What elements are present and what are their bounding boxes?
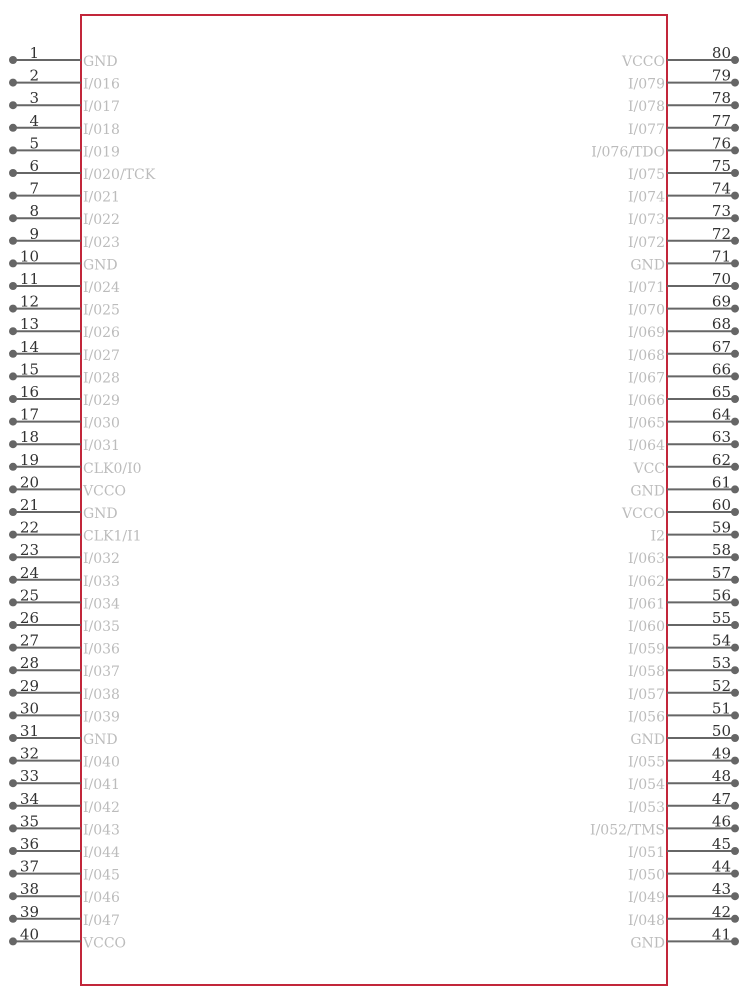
pin-40 bbox=[9, 925, 126, 951]
pin-number: 36 bbox=[19, 835, 39, 853]
pin-name: I/021 bbox=[83, 189, 120, 206]
pin-terminal[interactable] bbox=[9, 259, 17, 267]
pin-terminal[interactable] bbox=[731, 779, 739, 787]
pin-name: I/053 bbox=[628, 799, 665, 816]
pin-number: 42 bbox=[711, 902, 731, 921]
pin-number: 50 bbox=[711, 722, 731, 740]
pin-terminal[interactable] bbox=[9, 101, 17, 109]
pin-terminal[interactable] bbox=[9, 598, 17, 606]
pin-name: I/077 bbox=[628, 121, 665, 138]
pin-name: I/065 bbox=[628, 415, 665, 432]
pin-name: I/076/TDO bbox=[591, 144, 665, 161]
pin-terminal[interactable] bbox=[731, 802, 739, 810]
pin-number: 69 bbox=[711, 292, 731, 311]
pin-terminal[interactable] bbox=[9, 937, 17, 945]
pin-name: I/016 bbox=[83, 76, 120, 93]
pin-terminal[interactable] bbox=[9, 146, 17, 154]
pin-number: 33 bbox=[19, 767, 39, 786]
pin-terminal[interactable] bbox=[9, 463, 17, 471]
pin-number: 20 bbox=[19, 473, 39, 492]
pin-name: VCCO bbox=[83, 935, 127, 952]
pin-number: 12 bbox=[19, 292, 39, 311]
pin-name: I/044 bbox=[83, 845, 120, 861]
pin-name: I/019 bbox=[83, 144, 120, 161]
pin-terminal[interactable] bbox=[9, 508, 17, 516]
pin-terminal[interactable] bbox=[731, 237, 739, 245]
pin-number: 80 bbox=[711, 44, 731, 62]
pin-name: GND bbox=[630, 732, 665, 748]
pin-number: 52 bbox=[711, 676, 731, 695]
pin-terminal[interactable] bbox=[731, 327, 739, 335]
pin-name: GND bbox=[630, 257, 665, 274]
pin-number: 47 bbox=[711, 789, 731, 808]
pin-terminal[interactable] bbox=[731, 576, 739, 584]
pin-name: I/026 bbox=[83, 325, 120, 342]
pin-number: 24 bbox=[19, 563, 39, 582]
pin-terminal[interactable] bbox=[9, 305, 17, 313]
pin-number: 30 bbox=[19, 699, 39, 718]
pin-name: I2 bbox=[650, 528, 665, 545]
pin-terminal[interactable] bbox=[9, 757, 17, 765]
pin-name: I/024 bbox=[83, 280, 120, 296]
pin-name: I/043 bbox=[83, 822, 120, 839]
pin-number: 68 bbox=[711, 315, 731, 334]
pin-terminal[interactable] bbox=[731, 711, 739, 719]
pin-name: GND bbox=[83, 732, 118, 748]
pin-name: I/079 bbox=[628, 76, 665, 93]
pin-name: I/067 bbox=[628, 370, 665, 387]
pin-terminal[interactable] bbox=[731, 847, 739, 855]
pin-number: 58 bbox=[711, 541, 731, 560]
pin-number: 44 bbox=[711, 857, 731, 876]
pin-terminal[interactable] bbox=[9, 395, 17, 403]
pin-name: GND bbox=[83, 257, 118, 274]
pin-terminal[interactable] bbox=[731, 192, 739, 200]
pin-number: 18 bbox=[19, 428, 39, 447]
pin-terminal[interactable] bbox=[731, 757, 739, 765]
pin-name: I/062 bbox=[628, 573, 665, 590]
pin-terminal[interactable] bbox=[9, 689, 17, 697]
pin-terminal[interactable] bbox=[9, 327, 17, 335]
pin-number: 62 bbox=[711, 450, 731, 469]
pin-name: I/066 bbox=[628, 393, 665, 409]
pin-name: I/033 bbox=[83, 573, 120, 590]
pin-number: 15 bbox=[19, 360, 39, 379]
pin-name: I/022 bbox=[83, 212, 120, 229]
pin-number: 79 bbox=[711, 66, 731, 85]
pin-name: I/061 bbox=[628, 596, 665, 613]
pin-number: 29 bbox=[19, 676, 39, 695]
pin-terminal[interactable] bbox=[731, 870, 739, 878]
pin-name: I/064 bbox=[628, 438, 665, 455]
pin-number: 71 bbox=[711, 247, 731, 266]
pin-number: 59 bbox=[711, 518, 731, 537]
pin-name: I/055 bbox=[628, 754, 665, 771]
pin-number: 9 bbox=[29, 224, 39, 243]
pin-number: 14 bbox=[19, 337, 39, 356]
pin-name: I/023 bbox=[83, 234, 120, 251]
pin-terminal[interactable] bbox=[731, 124, 739, 132]
pin-terminal[interactable] bbox=[9, 124, 17, 132]
pin-name: I/071 bbox=[628, 280, 665, 296]
pin-number: 70 bbox=[711, 270, 731, 288]
pin-terminal[interactable] bbox=[731, 418, 739, 426]
pin-terminal[interactable] bbox=[9, 237, 17, 245]
pin-number: 73 bbox=[711, 202, 731, 221]
pin-terminal[interactable] bbox=[731, 463, 739, 471]
pin-name: I/068 bbox=[628, 347, 665, 364]
pin-name: I/059 bbox=[628, 641, 665, 658]
pin-1 bbox=[9, 44, 118, 70]
pin-terminal[interactable] bbox=[731, 372, 739, 380]
pin-number: 10 bbox=[19, 247, 39, 266]
pin-number: 22 bbox=[19, 518, 39, 537]
pin-number: 57 bbox=[711, 563, 731, 582]
pin-41 bbox=[630, 925, 739, 951]
pin-number: 34 bbox=[19, 789, 39, 808]
pin-terminal[interactable] bbox=[9, 169, 17, 177]
pin-terminal[interactable] bbox=[9, 915, 17, 923]
pin-terminal[interactable] bbox=[9, 553, 17, 561]
pin-number: 76 bbox=[711, 134, 731, 153]
pin-terminal[interactable] bbox=[731, 305, 739, 313]
pin-name: I/025 bbox=[83, 302, 120, 319]
pin-terminal[interactable] bbox=[731, 350, 739, 358]
pin-terminal[interactable] bbox=[731, 598, 739, 606]
pin-terminal[interactable] bbox=[9, 372, 17, 380]
pin-number: 8 bbox=[29, 202, 39, 221]
pin-number: 46 bbox=[711, 812, 731, 831]
pin-8 bbox=[9, 202, 120, 228]
pin-terminal[interactable] bbox=[731, 553, 739, 561]
pin-number: 4 bbox=[29, 111, 39, 130]
pin-number: 77 bbox=[711, 111, 731, 130]
pin-name: I/047 bbox=[83, 912, 120, 929]
pin-name: I/074 bbox=[628, 189, 665, 206]
pin-number: 28 bbox=[19, 654, 39, 673]
pin-name: I/027 bbox=[83, 347, 120, 364]
pin-number: 1 bbox=[29, 44, 39, 62]
pin-terminal[interactable] bbox=[9, 621, 17, 629]
pin-terminal[interactable] bbox=[9, 192, 17, 200]
pin-number: 13 bbox=[19, 315, 39, 334]
pin-5 bbox=[9, 134, 120, 160]
pin-terminal[interactable] bbox=[9, 870, 17, 878]
pin-number: 5 bbox=[29, 134, 39, 153]
pin-name: I/034 bbox=[83, 596, 120, 613]
pin-2 bbox=[9, 67, 120, 93]
pin-number: 48 bbox=[711, 767, 731, 786]
pin-name: VCC bbox=[633, 460, 665, 477]
pin-number: 64 bbox=[711, 405, 731, 424]
pin-4 bbox=[9, 112, 120, 138]
pin-name: I/075 bbox=[628, 167, 665, 183]
pin-number: 7 bbox=[29, 179, 39, 198]
pin-terminal[interactable] bbox=[9, 576, 17, 584]
pin-terminal[interactable] bbox=[731, 937, 739, 945]
pin-name: I/020/TCK bbox=[83, 167, 156, 183]
right-pin-group bbox=[590, 44, 739, 951]
pin-terminal[interactable] bbox=[9, 56, 17, 64]
pin-name: I/042 bbox=[83, 799, 120, 816]
pin-name: I/029 bbox=[83, 393, 120, 409]
pin-name: I/028 bbox=[83, 370, 120, 387]
pin-number: 2 bbox=[29, 66, 39, 85]
pin-number: 37 bbox=[19, 857, 39, 876]
pin-number: 3 bbox=[29, 89, 39, 108]
pin-number: 19 bbox=[19, 450, 39, 469]
pin-number: 17 bbox=[19, 405, 39, 424]
pin-number: 21 bbox=[19, 496, 39, 514]
pin-number: 31 bbox=[19, 722, 39, 740]
pin-number: 25 bbox=[19, 586, 39, 605]
pin-terminal[interactable] bbox=[9, 418, 17, 426]
pin-name: I/069 bbox=[628, 325, 665, 342]
pin-terminal[interactable] bbox=[731, 485, 739, 493]
pin-name: I/031 bbox=[83, 438, 120, 455]
pin-number: 55 bbox=[711, 609, 731, 627]
pin-terminal[interactable] bbox=[9, 802, 17, 810]
pin-terminal[interactable] bbox=[9, 440, 17, 448]
pin-number: 75 bbox=[711, 157, 731, 175]
pin-terminal[interactable] bbox=[9, 711, 17, 719]
pin-number: 39 bbox=[19, 902, 39, 921]
pin-terminal[interactable] bbox=[731, 146, 739, 154]
pin-terminal[interactable] bbox=[731, 915, 739, 923]
pin-name: I/072 bbox=[628, 234, 665, 251]
pin-terminal[interactable] bbox=[731, 689, 739, 697]
chip-body bbox=[81, 15, 667, 985]
pin-terminal[interactable] bbox=[731, 282, 739, 290]
pin-terminal[interactable] bbox=[731, 666, 739, 674]
pin-terminal[interactable] bbox=[731, 79, 739, 87]
pin-terminal[interactable] bbox=[9, 847, 17, 855]
pin-name: I/037 bbox=[83, 664, 120, 681]
pin-terminal[interactable] bbox=[731, 734, 739, 742]
pin-name: I/052/TMS bbox=[590, 822, 665, 839]
pin-terminal[interactable] bbox=[731, 395, 739, 403]
pin-number: 27 bbox=[19, 631, 39, 650]
pin-number: 74 bbox=[711, 179, 731, 198]
pin-number: 32 bbox=[19, 744, 39, 763]
pin-terminal[interactable] bbox=[9, 779, 17, 787]
pin-name: I/039 bbox=[83, 709, 120, 726]
pin-name: I/041 bbox=[83, 777, 120, 794]
pin-number: 26 bbox=[19, 609, 39, 627]
pin-number: 49 bbox=[711, 744, 731, 763]
pin-name: I/051 bbox=[628, 845, 665, 861]
pin-terminal[interactable] bbox=[9, 892, 17, 900]
pin-terminal[interactable] bbox=[9, 79, 17, 87]
pin-name: CLK0/I0 bbox=[83, 460, 142, 477]
pin-name: I/040 bbox=[83, 754, 120, 771]
pin-number: 63 bbox=[711, 428, 731, 447]
pin-number: 78 bbox=[711, 89, 731, 108]
pin-terminal[interactable] bbox=[731, 101, 739, 109]
pin-number: 61 bbox=[711, 473, 731, 492]
pin-number: 51 bbox=[711, 699, 731, 718]
pin-name: I/018 bbox=[83, 121, 120, 138]
pin-terminal[interactable] bbox=[731, 169, 739, 177]
pin-name: GND bbox=[630, 483, 665, 500]
pin-name: I/035 bbox=[83, 619, 120, 635]
pin-number: 56 bbox=[711, 586, 731, 605]
pin-name: VCCO bbox=[621, 506, 665, 522]
pin-name: I/046 bbox=[83, 890, 120, 907]
pin-number: 41 bbox=[711, 925, 731, 944]
pin-terminal[interactable] bbox=[9, 644, 17, 652]
pin-name: GND bbox=[83, 506, 118, 522]
pin-name: I/032 bbox=[83, 551, 120, 568]
pin-terminal[interactable] bbox=[731, 214, 739, 222]
pin-terminal[interactable] bbox=[9, 282, 17, 290]
pin-terminal[interactable] bbox=[731, 259, 739, 267]
pin-number: 11 bbox=[19, 270, 39, 288]
pin-name: I/049 bbox=[628, 890, 665, 907]
pin-name: I/060 bbox=[628, 619, 665, 635]
pin-number: 6 bbox=[29, 157, 39, 175]
pin-terminal[interactable] bbox=[9, 666, 17, 674]
pin-terminal[interactable] bbox=[9, 531, 17, 539]
pin-number: 40 bbox=[19, 925, 39, 944]
pin-name: I/045 bbox=[83, 867, 120, 884]
pin-terminal[interactable] bbox=[9, 350, 17, 358]
pin-name: I/058 bbox=[628, 664, 665, 681]
pin-name: I/073 bbox=[628, 212, 665, 229]
pin-number: 60 bbox=[711, 496, 731, 514]
pin-terminal[interactable] bbox=[9, 734, 17, 742]
pin-number: 65 bbox=[711, 383, 731, 401]
left-pin-group bbox=[9, 44, 156, 951]
pin-number: 43 bbox=[711, 880, 731, 899]
pin-number: 54 bbox=[711, 631, 731, 650]
pin-terminal[interactable] bbox=[731, 508, 739, 516]
pin-name: I/057 bbox=[628, 686, 665, 703]
pin-name: I/054 bbox=[628, 777, 665, 794]
pin-number: 66 bbox=[711, 360, 731, 379]
pin-terminal[interactable] bbox=[731, 56, 739, 64]
pin-number: 72 bbox=[711, 224, 731, 243]
pin-name: VCCO bbox=[621, 54, 665, 70]
pin-name: I/078 bbox=[628, 99, 665, 116]
pin-terminal[interactable] bbox=[731, 531, 739, 539]
pin-terminal[interactable] bbox=[731, 644, 739, 652]
pin-name: GND bbox=[83, 54, 118, 70]
pin-number: 38 bbox=[19, 880, 39, 899]
pin-name: I/063 bbox=[628, 551, 665, 568]
pin-terminal[interactable] bbox=[731, 824, 739, 832]
pin-7 bbox=[9, 180, 120, 206]
pin-number: 45 bbox=[711, 835, 731, 853]
pin-name: I/030 bbox=[83, 415, 120, 432]
pin-number: 16 bbox=[19, 383, 39, 401]
pin-name: GND bbox=[630, 935, 665, 952]
pin-name: I/017 bbox=[83, 99, 120, 116]
pin-terminal[interactable] bbox=[731, 440, 739, 448]
pin-name: I/048 bbox=[628, 912, 665, 929]
pin-name: CLK1/I1 bbox=[83, 528, 142, 545]
pin-name: I/056 bbox=[628, 709, 665, 726]
pin-name: I/070 bbox=[628, 302, 665, 319]
pin-terminal[interactable] bbox=[731, 892, 739, 900]
pin-number: 53 bbox=[711, 654, 731, 673]
pin-name: I/036 bbox=[83, 641, 120, 658]
pin-name: I/038 bbox=[83, 686, 120, 703]
pin-name: VCCO bbox=[83, 483, 127, 500]
pin-terminal[interactable] bbox=[9, 485, 17, 493]
pin-number: 23 bbox=[19, 541, 39, 560]
pin-number: 35 bbox=[19, 812, 39, 831]
pin-terminal[interactable] bbox=[9, 824, 17, 832]
pin-number: 67 bbox=[711, 337, 731, 356]
pin-3 bbox=[9, 89, 120, 115]
pin-terminal[interactable] bbox=[731, 621, 739, 629]
pin-terminal[interactable] bbox=[9, 214, 17, 222]
pin-name: I/050 bbox=[628, 867, 665, 884]
